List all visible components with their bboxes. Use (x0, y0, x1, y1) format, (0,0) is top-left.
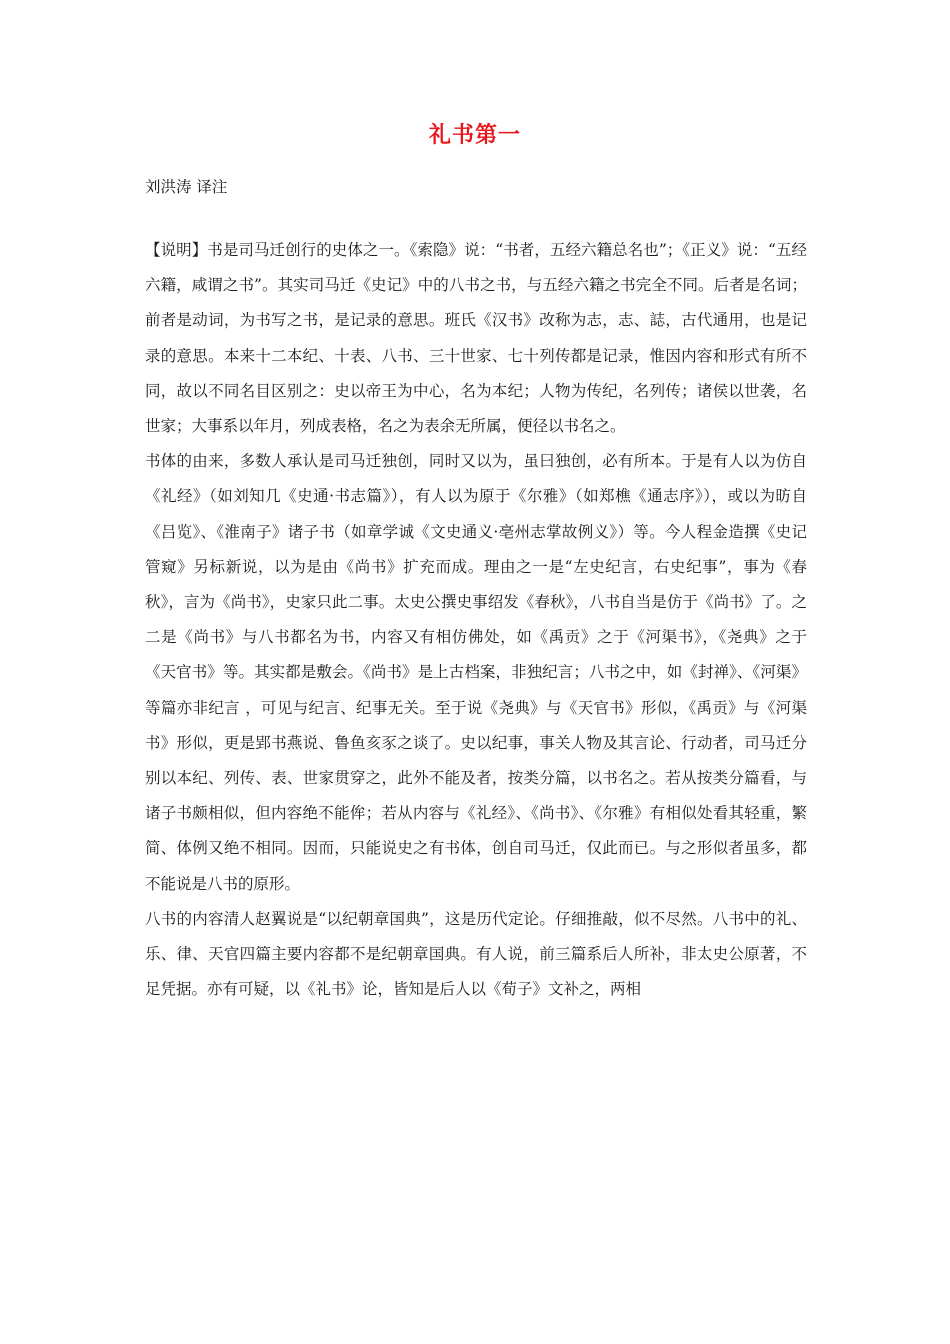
paragraph-content: 八书的内容清人赵翼说是“以纪朝章国典”，这是历代定论。仔细推敲，似不尽然。八书中的礼、乐、律、天官四篇主要内容都不是纪朝章国典。有人说，前三篇系后人所补，非太史公原著，不足凭据。亦有可疑，以《礼书》论，皆知是后人以《荀子》文补之，两相 (145, 909, 807, 999)
document-body (145, 233, 807, 1007)
paragraph-origin: 书体的由来，多数人承认是司马迁独创，同时又以为，虽曰独创，必有所本。于是有人以为仿自《礼经》（如刘知几《史通·书志篇》），有人以为原于《尔雅》（如郑樵《通志序》），或以为昉自《吕览》、《淮南子》诸子书（如章学诚《文史通义·亳州志掌故例义》）等。今人程金造撰《史记管窥》另标新说，以为是由《尚书》扩充而成。理由之一是“左史纪言，右史纪事”，事为《春秋》，言为《尚书》，史家只此二事。太史公撰史事绍发《春秋》，八书自当是仿于《尚书》了。之二是《尚书》与八书都名为书，内容又有相仿佛处，如《禹贡》之于《河渠书》，《尧典》之于《天官书》等。其实都是敷会。《尚书》是上古档案，非独纪言；八书之中，如《封禅》、《河渠》等篇亦非纪言 ，可见与纪言、纪事无关。至于说《尧典》与《天官书》形似，《禹贡》与《河渠书》形似，更是郢书燕说、鲁鱼亥豕之谈了。史以纪事，事关人物及其言论、行动者，司马迁分别以本纪、列传、表、世家贯穿之，此外不能及者，按类分篇，以书名之。若从按类分篇看，与诸子书颇相似，但内容绝不能侔；若从内容与《礼经》、《尚书》、《尔雅》有相似处看其轻重，繁简、体例又绝不相同。因而，只能说史之有书体，创自司马迁，仅此而已。与之形似者虽多，都不能说是八书的原形。 (145, 452, 807, 893)
author-line: 刘洪涛 译注 (145, 178, 228, 196)
paragraph-explanation: 【说明】书是司马迁创行的史体之一。《索隐》说：“书者，五经六籍总名也”；《正义》说：“五经六籍，咸谓之书”。其实司马迁《史记》中的八书之书，与五经六籍之书完全不同。后者是名词；前者是动词，为书写之书，是记录的意思。班氏《汉书》改称为志，志、誌，古代通用，也是记录的意思。本来十二本纪、十表、八书、三十世家、七十列传都是记录，惟因内容和形式有所不同，故以不同名目区别之：史以帝王为中心，名为本纪；人物为传纪，名列传；诸侯以世袭，名世家；大事系以年月，列成表格，名之为表余无所属，便径以书名之。 (145, 241, 807, 436)
document-title: 礼书第一 (428, 123, 521, 148)
